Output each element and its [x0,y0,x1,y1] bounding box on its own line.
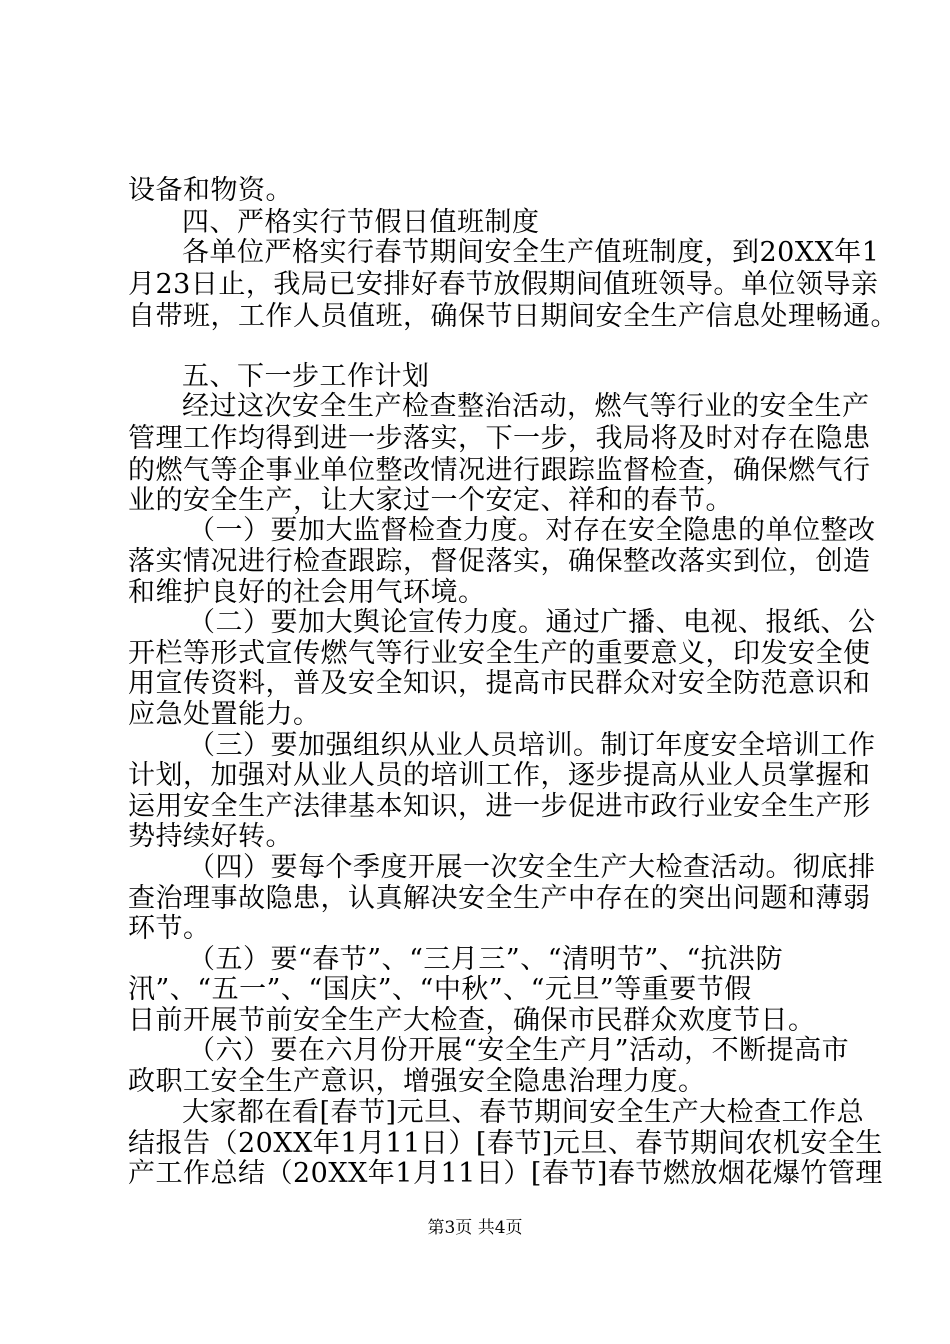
text-line: 的燃气等企事业单位整改情况进行跟踪监督检查，确保燃气行 [128,455,871,486]
text-line: 势持续好转。 [128,821,293,852]
text-line: 和维护良好的社会用气环境。 [128,577,486,608]
section-heading: 五、下一步工作计划 [182,361,430,392]
text-line: 大家都在看[春节]元旦、春节期间安全生产大检查工作总 [182,1097,865,1128]
text-line: 运用安全生产法律基本知识，进一步促进市政行业安全生产形 [128,791,871,822]
text-line: 月23日止，我局已安排好春节放假期间值班领导。单位领导亲 [128,269,879,300]
text-line: 结报告（20XX年1月11日）[春节]元旦、春节期间农机安全生 [128,1128,883,1159]
text-line: （三）要加强组织从业人员培训。制订年度安全培训工作 [188,730,876,761]
text-line: 自带班，工作人员值班，确保节日期间安全生产信息处理畅通。 [128,301,898,332]
text-line: 开栏等形式宣传燃气等行业安全生产的重要意义，印发安全使 [128,638,871,669]
text-line: （六）要在六月份开展“安全生产月”活动，不断提高市 [188,1035,850,1066]
text-line: 日前开展节前安全生产大检查，确保市民群众欢度节日。 [128,1005,816,1036]
page-footer: 第3页 共4页 [427,1218,523,1238]
text-line: 计划，加强对从业人员的培训工作，逐步提高从业人员掌握和 [128,760,871,791]
text-line: 汛”、“五一”、“国庆”、“中秋”、“元旦”等重要节假 [128,974,752,1005]
text-line: （四）要每个季度开展一次安全生产大检查活动。彻底排 [188,852,876,883]
text-line: 落实情况进行检查跟踪，督促落实，确保整改落实到位，创造 [128,546,871,577]
text-line: 管理工作均得到进一步落实，下一步，我局将及时对存在隐患 [128,423,871,454]
text-line: 查治理事故隐患，认真解决安全生产中存在的突出问题和薄弱 [128,883,871,914]
text-line: 经过这次安全生产检查整治活动，燃气等行业的安全生产 [182,391,870,422]
text-line: 用宣传资料，普及安全知识，提高市民群众对安全防范意识和 [128,668,871,699]
section-heading: 四、严格实行节假日值班制度 [182,207,540,238]
text-line: （五）要“春节”、“三月三”、“清明节”、“抗洪防 [188,944,784,975]
text-line: 应急处置能力。 [128,699,321,730]
text-line: 业的安全生产，让大家过一个安定、祥和的春节。 [128,485,733,516]
text-line: 设备和物资。 [128,175,293,206]
text-line: 产工作总结（20XX年1月11日）[春节]春节燃放烟花爆竹管理 [128,1158,883,1189]
text-line: 各单位严格实行春节期间安全生产值班制度，到20XX年1 [182,237,880,268]
text-line: （二）要加大舆论宣传力度。通过广播、电视、报纸、公 [188,607,876,638]
text-line: 环节。 [128,913,211,944]
text-line: 政职工安全生产意识，增强安全隐患治理力度。 [128,1066,706,1097]
text-line: （一）要加大监督检查力度。对存在安全隐患的单位整改 [188,515,876,546]
